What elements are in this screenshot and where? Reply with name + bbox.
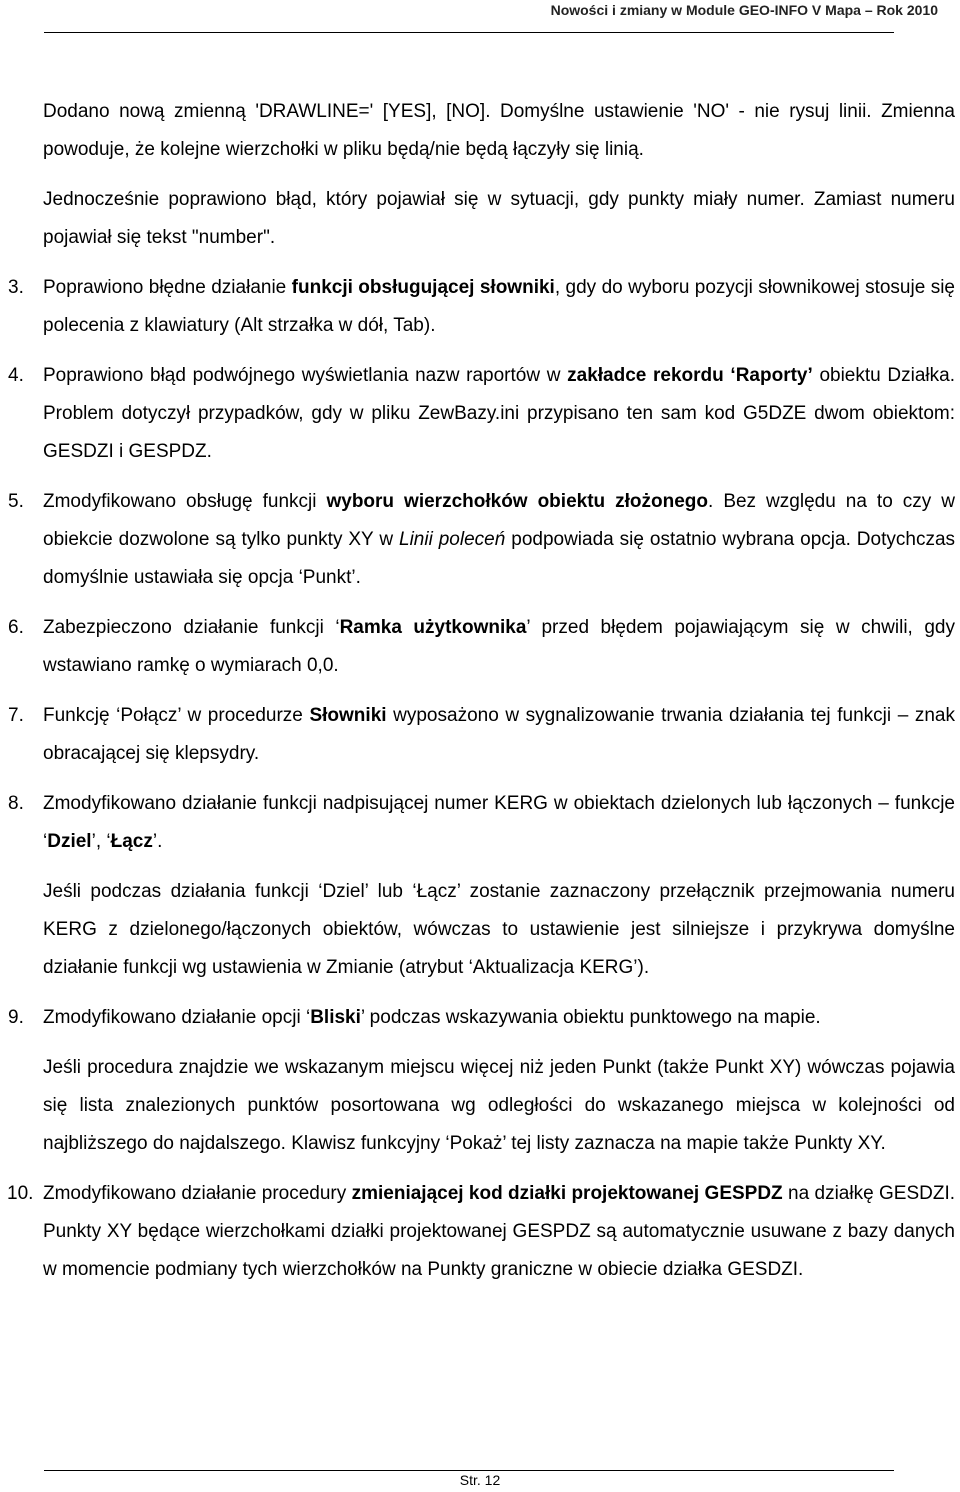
item-text: Zmodyfikowano działanie funkcji nadpisującej numer KERG w obiektach dzielonych lub łączonych – funkcje ‘ [43,793,955,852]
footer-rule [44,1470,894,1471]
item-text: , gdy do wyboru pozycji słownikowej stosuje się polecenia z klawiatury (Alt strzałka w dół, Tab). [43,277,955,336]
header-title: Nowości i zmiany w Module GEO-INFO V Mapa – Rok 2010 [550,2,938,18]
item-text: Zabezpieczono działanie funkcji ‘ [43,617,340,638]
item-text: obiektu Działka. Problem dotyczył przypadków, gdy w pliku ZewBazy.ini przypisano ten sam kod G5DZE dwom obiektom: GESDZI i GESPDZ. [43,365,955,462]
item-bold-text: Bliski [310,1007,361,1028]
item-text: ’ przed błędem pojawiającym się w chwili, gdy wstawiano ramkę o wymiarach 0,0. [43,617,956,676]
item-number: 4. [8,365,24,386]
item-text: ’ podczas wskazywania obiektu punktowego na mapie. [360,1007,821,1028]
item-number: 3. [8,277,24,298]
list-item-5 [8,483,956,597]
item-9-note: Jeśli procedura znajdzie we wskazanym miejscu więcej niż jeden Punkt (także Punkt XY) wówczas pojawia się lista znalezionych punktów posortowana wg odległości do wskazanego miejsca w kolejności od najbliższego do najdalszego. Klawisz funkcyjny ‘Pokaż’ tej listy zaznacza na mapie także Punkty XY. [43,1057,955,1154]
item-bold-text: funkcji obsługującej słowniki [291,277,555,298]
item-bold-text: Dziel [47,831,92,852]
header-rule [44,32,894,33]
item-number: 5. [8,491,24,512]
item-italic-text: Linii poleceń [399,529,506,550]
item-number: 7. [8,705,24,726]
item-text: Funkcję ‘Połącz’ w procedurze [43,705,310,726]
item-text: wyposażono w sygnalizowanie trwania działania tej funkcji – znak obracającej się klepsydry. [43,705,955,764]
page-number: Str. 12 [459,1472,501,1488]
document-body [7,93,956,1301]
item-number: 10. [7,1183,34,1204]
item-bold-text: zmieniającej kod działki projektowanej GESPDZ [351,1183,783,1204]
item-bold-text: wyboru wierzchołków obiektu złożonego [326,491,709,512]
item-8-note: Jeśli podczas działania funkcji ‘Dziel’ lub ‘Łącz’ zostanie zaznaczony przełącznik przejmowania numeru KERG z dzielonego/łączonych obiektów, wówczas to ustawienie jest silniejsze i przykrywa domyślne działanie funkcji wg ustawienia w Zmianie (atrybut ‘Aktualizacja KERG’). [43,881,955,978]
item-text: Poprawiono błędne działanie [43,277,292,298]
page-header [0,0,960,40]
item-text: podpowiada się ostatnio wybrana opcja. Dotychczas domyślnie ustawiała się opcja ‘Punkt’. [43,529,956,588]
list-item-10 [7,1175,956,1289]
item-text: na działkę GESDZI. Punkty XY będące wierzchołkami działki projektowanej GESPDZ są automatycznie usuwane z bazy danych w momencie podmiany tych wierzchołków na Punkty graniczne w obiecie działka GESDZI. [43,1183,956,1280]
list-item-7 [8,697,955,773]
list-item-9 [8,999,955,1037]
list-item-4 [8,357,955,471]
item-text: ’, ‘ [91,831,111,852]
item-number: 6. [8,617,24,638]
item-text: . Bez względu na to czy w obiekcie dozwolone są tylko punkty XY w [43,491,955,550]
item-bold-text: Słowniki [309,705,387,726]
item-text: Zmodyfikowano działanie procedury [43,1183,352,1204]
list-item-8 [8,785,955,861]
item-number: 9. [8,1007,24,1028]
item-text: Zmodyfikowano obsługę funkcji [43,491,327,512]
item-bold-text: zakładce rekordu ‘Raporty’ [567,365,813,386]
item-bold-text: Łącz [110,831,153,852]
intro-paragraph-drawline: Dodano nową zmienną 'DRAWLINE=' [YES], [NO]. Domyślne ustawienie 'NO' - nie rysuj linii. Zmienna powoduje, że kolejne wierzchołki w pliku będą/nie będą łączyły się linią. [43,101,955,160]
list-item-6 [8,609,956,685]
item-text: Zmodyfikowano działanie opcji ‘ [43,1007,311,1028]
list-item-3 [8,269,955,345]
item-bold-text: Ramka użytkownika [339,617,527,638]
item-text: ’. [152,831,163,852]
item-text: Poprawiono błąd podwójnego wyświetlania nazw raportów w [43,365,568,386]
intro-paragraph-number-fix: Jednocześnie poprawiono błąd, który pojawiał się w sytuacji, gdy punkty miały numer. Zamiast numeru pojawiał się tekst "number". [43,189,955,248]
item-number: 8. [8,793,24,814]
